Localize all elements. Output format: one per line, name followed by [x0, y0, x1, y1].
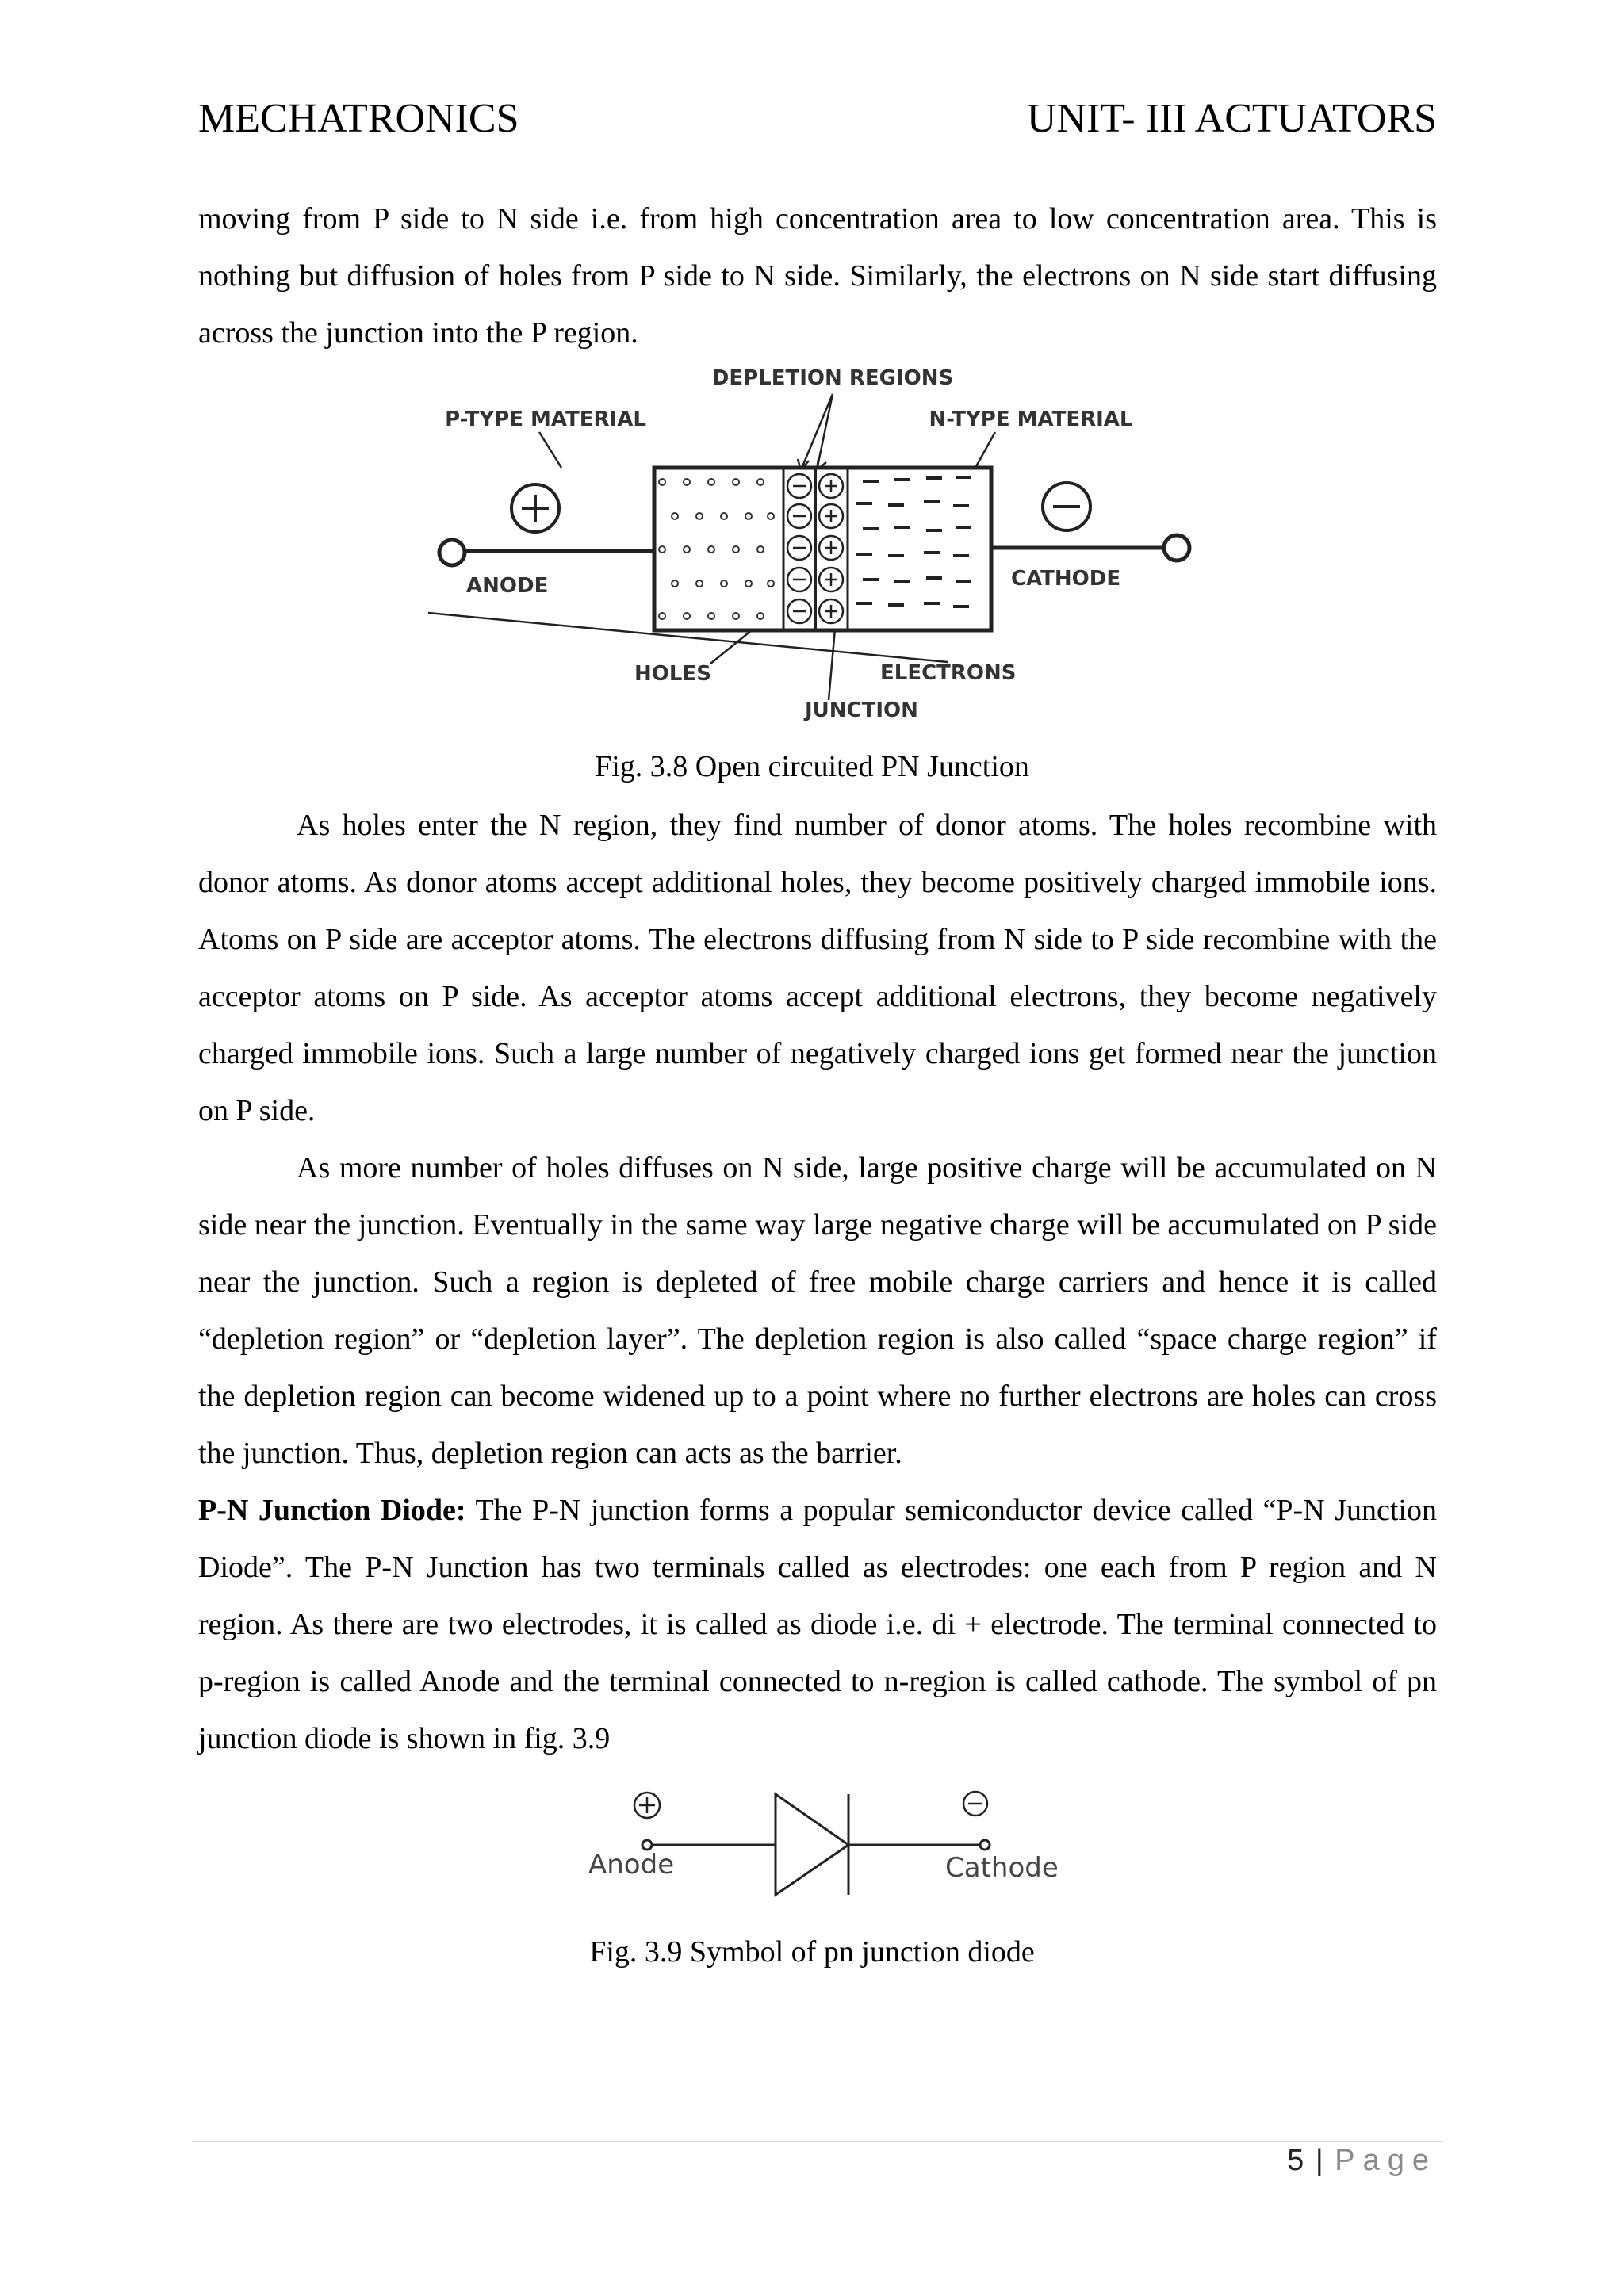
page-separator: | — [1315, 2144, 1325, 2177]
pn-diode-heading: P-N Junction Diode: — [198, 1494, 466, 1527]
label-anode: ANODE — [466, 574, 549, 598]
diode-cathode-label: Cathode — [945, 1852, 1059, 1884]
paragraph-pn-diode — [198, 1482, 1437, 1767]
label-depletion-regions: DEPLETION REGIONS — [711, 366, 954, 390]
paragraph-recombination: As holes enter the N region, they find number of donor atoms. The holes recombine with donor atoms. As donor atoms accept additional holes, they become positively charged immobile ions. Atoms on P side are acceptor atoms. The electrons diffusing from N side to P side recombine with the acceptor atoms on P side. As acceptor atoms accept additional electrons, they become negatively charged immobile ions. Such a large number of negatively charged ions get formed near the junction on P side. — [198, 809, 1437, 1127]
page-number — [1287, 2144, 1437, 2178]
paragraph-diffusion: moving from P side to N side i.e. from high concentration area to low concentration area. This is nothing but diffusion of holes from P side to N side. Similarly, the electrons on N side start diffusing across the junction into the P region. — [198, 202, 1437, 350]
figure-pn-junction — [428, 361, 1205, 733]
page-word: Page — [1335, 2144, 1437, 2177]
minus-icon — [1043, 483, 1090, 530]
figure-caption-3-9: Fig. 3.9 Symbol of pn junction diode — [589, 1935, 1035, 1969]
plus-icon — [511, 484, 559, 532]
minus-icon — [963, 1792, 987, 1816]
figure-caption-3-8: Fig. 3.8 Open circuited PN Junction — [595, 750, 1029, 783]
page-number-value: 5 — [1287, 2144, 1306, 2177]
header-unit: UNIT- III ACTUATORS — [1026, 96, 1437, 141]
label-holes: HOLES — [634, 662, 711, 686]
figure-diode-symbol — [579, 1780, 1071, 1907]
label-n-type: N-TYPE MATERIAL — [929, 408, 1133, 431]
label-cathode: CATHODE — [1011, 567, 1121, 591]
diode-anode-label: Anode — [588, 1849, 675, 1881]
label-electrons: ELECTRONS — [880, 661, 1017, 685]
pn-diode-text: The P-N junction forms a popular semiconductor device called “P-N Junction Diode”. The P-N Junction has two terminals called as electrodes: one each from P region and N region. As there are two electrodes, it is called as diode i.e. di + electrode. The terminal connected to p-region is called Anode and the terminal connected to n-region is called cathode. The symbol of pn junction diode is shown in fig. 3.9 — [198, 1494, 1437, 1755]
label-junction: JUNCTION — [805, 698, 918, 722]
page-header — [198, 95, 1437, 151]
header-subject: MECHATRONICS — [198, 96, 519, 141]
plus-icon — [634, 1793, 660, 1818]
footer-divider — [192, 2141, 1443, 2142]
paragraph-depletion-region: As more number of holes diffuses on N side, large positive charge will be accumulated on N side near the junction. Eventually in the same way large negative charge will be accumulated on P side near the junction. Such a region is depleted of free mobile charge carriers and hence it is called “depletion region” or “depletion layer”. The depletion region is also called “space charge region” if the depletion region can become widened up to a point where no further electrons are holes can cross the junction. Thus, depletion region can acts as the barrier. — [198, 1151, 1437, 1470]
label-p-type: P-TYPE MATERIAL — [445, 408, 646, 431]
